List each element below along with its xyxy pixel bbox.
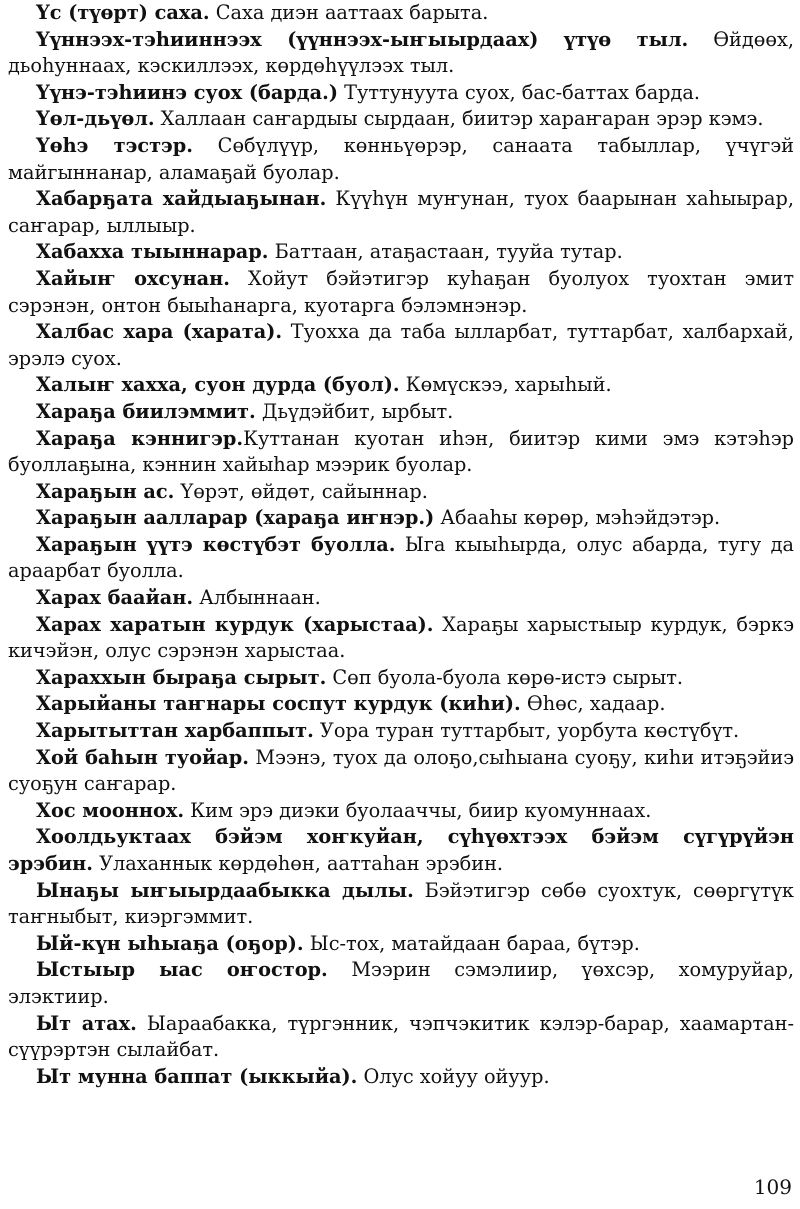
- entry-definition: Үөрэт, өйдөт, сайыннар.: [174, 479, 428, 503]
- entry-term: Хараҕа биилэммит.: [36, 399, 256, 423]
- dictionary-entry: [8, 612, 794, 665]
- entry-term: Хабахха тыыннарар.: [36, 240, 269, 264]
- entry-term: Ынаҕы ыҥыырдаабыкка дылы.: [36, 878, 414, 902]
- entry-definition: Сөп буола-буола көрө-истэ сырыт.: [326, 665, 684, 689]
- dictionary-entry: [8, 691, 794, 718]
- dictionary-entry: [8, 1011, 794, 1064]
- entry-term: Хос мооннох.: [36, 798, 185, 822]
- dictionary-entry: [8, 133, 794, 186]
- entry-term: Ыт мунна баппат (ыккыйа).: [36, 1064, 358, 1088]
- entry-term: Хараҕын аалларар (хараҕа иҥнэр.): [36, 506, 435, 530]
- entry-term: Үүнэ-тэһиинэ суох (барда.): [36, 80, 338, 104]
- entry-term: Үс (түөрт) саха.: [36, 1, 210, 24]
- dictionary-entry: [8, 718, 794, 745]
- entry-term: Үөл-дьүөл.: [36, 107, 155, 131]
- dictionary-entry: [8, 957, 794, 1010]
- entry-term: Ый-күн ыһыаҕа (оҕор).: [36, 931, 304, 955]
- entry-term: Хараҕын үүтэ көстүбэт буолла.: [36, 532, 396, 556]
- entry-definition: Күүһүн муҥунан, туох баарынан хаһыырар, саҥарар, ыллыыр.: [8, 187, 794, 237]
- entry-term: Халбас хара (харата).: [36, 320, 283, 344]
- entry-term: Харытыттан харбаппыт.: [36, 719, 314, 743]
- entry-term: Хараҕа кэннигэр.: [36, 426, 244, 450]
- entry-definition: Уора туран туттарбыт, уорбута көстүбүт.: [313, 719, 740, 743]
- entry-term: Хайыҥ охсунан.: [36, 266, 230, 290]
- entry-definition: Хараҕы харыстыыр курдук, бэркэ кичэйэн, олус сэрэнэн харыстаа.: [8, 612, 794, 663]
- entry-definition: Ыс-тох, матайдаан бараа, бүтэр.: [303, 931, 640, 955]
- dictionary-entry: [8, 0, 794, 27]
- entry-term: Харах баайан.: [36, 586, 194, 610]
- dictionary-entry: [8, 80, 794, 107]
- entry-definition: Туттунуута суох, бас-баттах барда.: [338, 80, 701, 104]
- entry-term: Ыт атах.: [36, 1011, 137, 1035]
- dictionary-entry: [8, 186, 794, 239]
- entry-definition: Ыга кыыһырда, олус абарда, тугу да араарбат буолла.: [8, 532, 794, 583]
- entry-definition: Ким эрэ диэки буолааччы, биир куомуннаах.: [184, 798, 652, 822]
- entry-definition: Халлаан саҥардыы сырдаан, биитэр хараҥаран эрэр кэмэ.: [154, 107, 764, 131]
- dictionary-entry: [8, 266, 794, 319]
- dictionary-entry: [8, 27, 794, 80]
- entry-term: Хой баһын туойар.: [36, 745, 249, 769]
- dictionary-entry: [8, 372, 794, 399]
- entry-term: Хоолдьуктаах бэйэм хоҥкуйан, сүһүөхтээх бэйэм сүгүрүйэн эрэбин.: [8, 825, 794, 875]
- entry-term: Харыйаны таҥнары соспут курдук (киһи).: [36, 692, 521, 716]
- entry-definition: Мээнэ, туох да олоҕо,сыһыана суоҕу, киһи итэҕэйиэ суоҕун саҥарар.: [8, 745, 794, 796]
- entry-definition: Көмүскээ, харыһый.: [399, 373, 612, 397]
- entry-definition: Хойут бэйэтигэр куһаҕан буолуох туохтан эмит сэрэнэн, онтон быыһанарга, куотарга бэлэмнэнэр.: [8, 266, 794, 317]
- dictionary-entry: [8, 878, 794, 931]
- dictionary-entry: [8, 426, 794, 479]
- entry-term: Хараххын быраҕа сырыт.: [36, 665, 327, 689]
- entry-definition: Улаханнык көрдөһөн, ааттаһан эрэбин.: [92, 852, 504, 875]
- entry-definition: Бэйэтигэр сөбө суохтук, сөөргүтүк таҥныбыт, киэргэммит.: [8, 878, 794, 929]
- dictionary-entry: [8, 931, 794, 958]
- entry-definition: Албыннаан.: [193, 586, 321, 610]
- dictionary-entry: [8, 585, 794, 612]
- entry-definition: Олус хойуу ойуур.: [357, 1064, 550, 1088]
- dictionary-entry: [8, 319, 794, 372]
- entry-term: Үүннээх-тэһииннээх (үүннээх-ыҥыырдаах) үтүө тыл.: [36, 27, 689, 51]
- dictionary-entry: [8, 399, 794, 426]
- entry-term: Хараҕын ас.: [36, 479, 175, 503]
- entry-definition: Дьүдэйбит, ырбыт.: [255, 399, 454, 423]
- dictionary-entry: [8, 532, 794, 585]
- entry-term: Ыстыыр ыас оҥостор.: [36, 958, 328, 982]
- entry-definition: Сөбүлүүр, көнньүөрэр, санаата табыллар, үчүгэй майгыннанар, аламаҕай буолар.: [8, 133, 794, 184]
- entry-definition: Саха диэн ааттаах барыта.: [209, 1, 489, 24]
- entry-definition: Мээрин сэмэлиир, үөхсэр, хомуруйар, элэктиир.: [8, 958, 794, 1008]
- dictionary-entry: [8, 479, 794, 506]
- dictionary-entry: [8, 1064, 794, 1091]
- entry-term: Үөһэ тэстэр.: [36, 133, 193, 157]
- entry-term: Хабарҕата хайдыаҕынан.: [36, 187, 327, 211]
- entry-definition: Туохха да таба ылларбат, туттарбат, халбархай, эрэлэ суох.: [8, 320, 794, 370]
- dictionary-entry: [8, 745, 794, 798]
- dictionary-entry: [8, 824, 794, 877]
- entry-definition: Өһөс, хадаар.: [520, 692, 666, 716]
- dictionary-entry: [8, 106, 794, 133]
- entry-definition: Абааһы көрөр, мэһэйдэтэр.: [434, 506, 721, 530]
- entry-definition: Куттанан куотан иһэн, биитэр кими эмэ кэтэһэр буоллаҕына, кэннин хайыһар мээрик буолар.: [8, 426, 794, 477]
- entry-term: Харах харатын курдук (харыстаа).: [36, 612, 434, 636]
- page-number: 109: [753, 1175, 792, 1199]
- dictionary-entry: [8, 798, 794, 825]
- dictionary-page: [8, 0, 794, 1090]
- entry-definition: Өйдөөх, дьоһуннаах, кэскиллээх, көрдөһүүлээх тыл.: [8, 27, 794, 78]
- dictionary-entry: [8, 665, 794, 692]
- dictionary-entry: [8, 505, 794, 532]
- dictionary-entry: [8, 239, 794, 266]
- entry-term: Халыҥ хахха, суон дурда (буол).: [36, 373, 400, 397]
- entry-definition: Баттаан, атаҕастаан, тууйа тутар.: [268, 240, 623, 264]
- entry-definition: Ыараабакка, түргэнник, чэпчэкитик кэлэр-барар, хаамартан-сүүрэртэн сылайбат.: [8, 1011, 794, 1062]
